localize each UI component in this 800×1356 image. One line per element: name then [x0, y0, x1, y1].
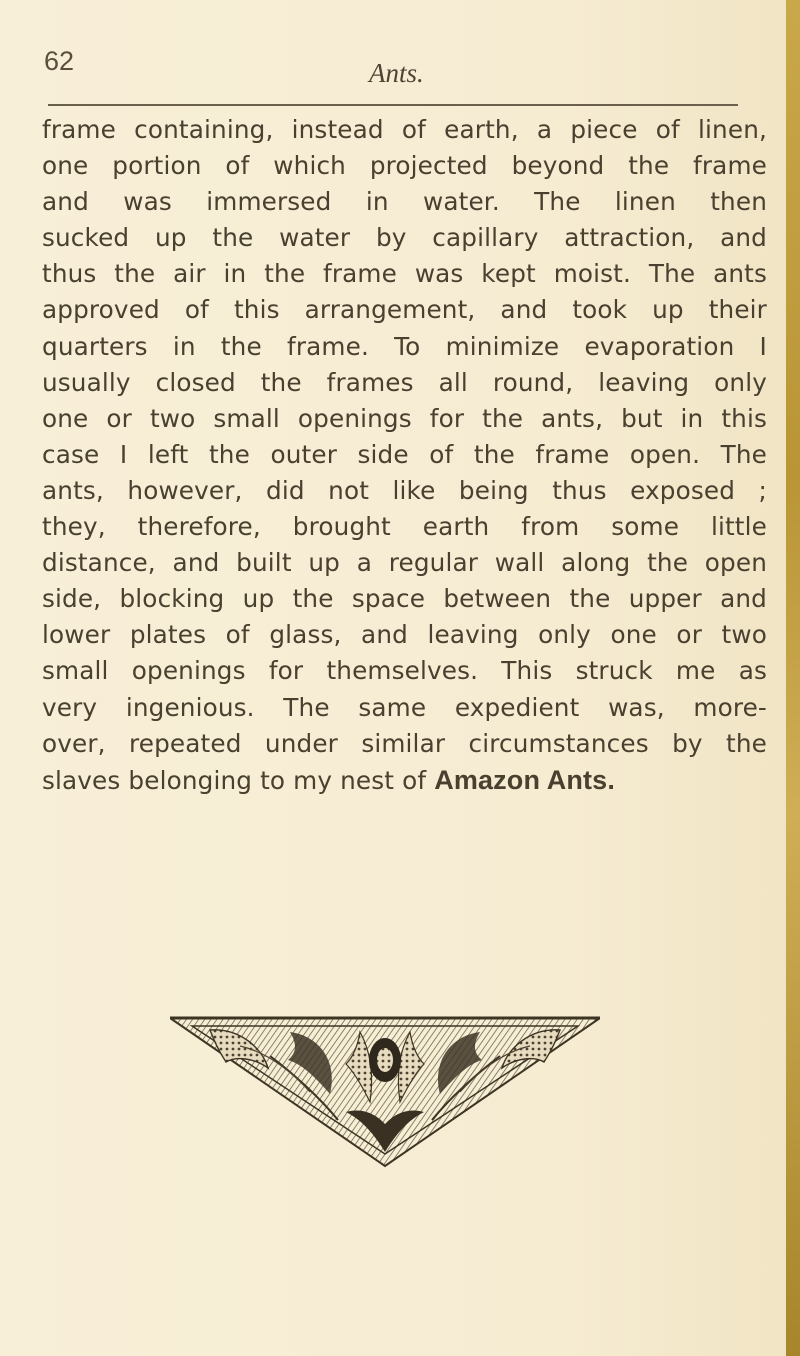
text-line: very ingenious. The same expedient was, more-	[42, 692, 767, 722]
text-line: they, therefore, brought earth from some little	[42, 512, 767, 542]
text-line: usually closed the frames all round, leaving only	[42, 367, 767, 397]
text-line: case I left the outer side of the frame open. The	[42, 439, 767, 469]
text-line: thus the air in the frame was kept moist. The ants	[42, 259, 767, 289]
text-line: and was immersed in water. The linen then	[42, 187, 767, 217]
text-line: small openings for themselves. This struck me as	[42, 656, 767, 686]
text-line: ants, however, did not like being thus exposed ;	[42, 475, 767, 505]
text-line: quarters in the frame. To minimize evaporation I	[42, 331, 767, 361]
text-line: distance, and built up a regular wall along the open	[42, 548, 767, 578]
text-line: one portion of which projected beyond the frame	[42, 151, 767, 181]
text-line: frame containing, instead of earth, a piece of linen,	[42, 115, 767, 144]
page-number: 62	[44, 46, 75, 76]
body-text	[42, 112, 767, 799]
emphasized-title: Amazon Ants.	[434, 764, 615, 795]
text-line: one or two small openings for the ants, but in this	[42, 403, 767, 433]
text-line: over, repeated under similar circumstances by the	[42, 728, 767, 758]
text-line-last	[42, 762, 767, 799]
text-line: lower plates of glass, and leaving only one or two	[42, 620, 767, 650]
header-rule	[48, 104, 738, 106]
text-line: approved of this arrangement, and took up their	[42, 295, 767, 325]
running-head: Ants.	[369, 58, 424, 88]
text-line: sucked up the water by capillary attraction, and	[42, 223, 767, 253]
gilt-page-edge	[786, 0, 800, 1356]
text-line: side, blocking up the space between the upper and	[42, 584, 767, 614]
tailpiece-ornament-icon	[170, 1016, 600, 1168]
last-line-start: slaves belonging to my nest of	[42, 765, 435, 795]
